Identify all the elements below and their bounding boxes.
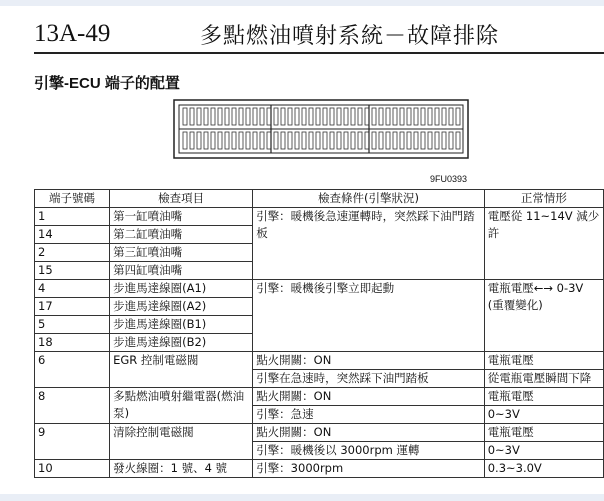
normal-cell: 0~3V (484, 442, 603, 460)
terminal-cell: 14 (35, 226, 110, 244)
figure-code: 9FU0393 (430, 174, 468, 184)
page-header (34, 20, 594, 52)
terminal-cell: 2 (35, 244, 110, 262)
item-cell: 第三缸噴油嘴 (110, 244, 253, 262)
bottom-band (0, 494, 604, 501)
terminal-cell: 10 (35, 460, 110, 478)
terminal-table (34, 189, 604, 478)
item-cell: 清除控制電磁閥 (110, 424, 253, 460)
condition-cell: 引擎：暖機後引擎立即起動 (253, 280, 485, 352)
condition-cell: 點火開關：ON (253, 352, 485, 370)
terminal-cell: 9 (35, 424, 110, 460)
item-cell: 步進馬達線圈(A2) (110, 298, 253, 316)
header-rule (34, 52, 604, 54)
table-row (35, 460, 604, 478)
table-row (35, 388, 604, 406)
condition-cell: 引擎：暖機後以 3000rpm 運轉 (253, 442, 485, 460)
table-row (35, 280, 604, 298)
page-number: 13A-49 (34, 20, 111, 47)
item-cell: 步進馬達線圈(B1) (110, 316, 253, 334)
condition-cell: 引擎：3000rpm (253, 460, 485, 478)
condition-cell: 引擎：暖機後急速運轉時，突然踩下油門踏板 (253, 208, 485, 280)
table-row (35, 424, 604, 442)
normal-cell: 電瓶電壓 (484, 388, 603, 406)
col-condition: 檢查條件(引擎狀況) (253, 190, 485, 208)
normal-cell: 0~3V (484, 406, 603, 424)
col-terminal: 端子號碼 (35, 190, 110, 208)
item-cell: 第四缸噴油嘴 (110, 262, 253, 280)
terminal-cell: 18 (35, 334, 110, 352)
page-title: 多點燃油噴射系統－故障排除 (200, 24, 500, 49)
ecu-connector-diagram (173, 99, 469, 159)
normal-cell: 電瓶電壓 (484, 424, 603, 442)
condition-cell: 引擎：急速 (253, 406, 485, 424)
terminal-cell: 8 (35, 388, 110, 424)
terminal-cell: 15 (35, 262, 110, 280)
terminal-cell: 4 (35, 280, 110, 298)
item-cell: 第一缸噴油嘴 (110, 208, 253, 226)
item-cell: 發火線圈：1 號、4 號 (110, 460, 253, 478)
top-band (0, 0, 604, 6)
condition-cell: 引擎在急速時，突然踩下油門踏板 (253, 370, 485, 388)
section-title: 引擎-ECU 端子的配置 (34, 75, 180, 92)
table-row (35, 208, 604, 226)
item-cell: 多點燃油噴射繼電器(燃油泵) (110, 388, 253, 424)
col-normal: 正常情形 (484, 190, 603, 208)
normal-cell: 電瓶電壓 (484, 352, 603, 370)
terminal-cell: 5 (35, 316, 110, 334)
item-cell: 步進馬達線圈(B2) (110, 334, 253, 352)
normal-cell: 從電瓶電壓瞬間下降 (484, 370, 603, 388)
item-cell: 步進馬達線圈(A1) (110, 280, 253, 298)
item-cell: EGR 控制電磁閥 (110, 352, 253, 388)
col-item: 檢查項目 (110, 190, 253, 208)
table-header-row (35, 190, 604, 208)
item-cell: 第二缸噴油嘴 (110, 226, 253, 244)
terminal-cell: 1 (35, 208, 110, 226)
normal-cell: 電瓶電壓←→ 0-3V (重覆變化) (484, 280, 603, 352)
normal-cell: 電壓從 11~14V 減少許 (484, 208, 603, 280)
terminal-cell: 6 (35, 352, 110, 388)
terminal-cell: 17 (35, 298, 110, 316)
condition-cell: 點火開關：ON (253, 424, 485, 442)
condition-cell: 點火開關：ON (253, 388, 485, 406)
normal-cell: 0.3~3.0V (484, 460, 603, 478)
table-row (35, 352, 604, 370)
